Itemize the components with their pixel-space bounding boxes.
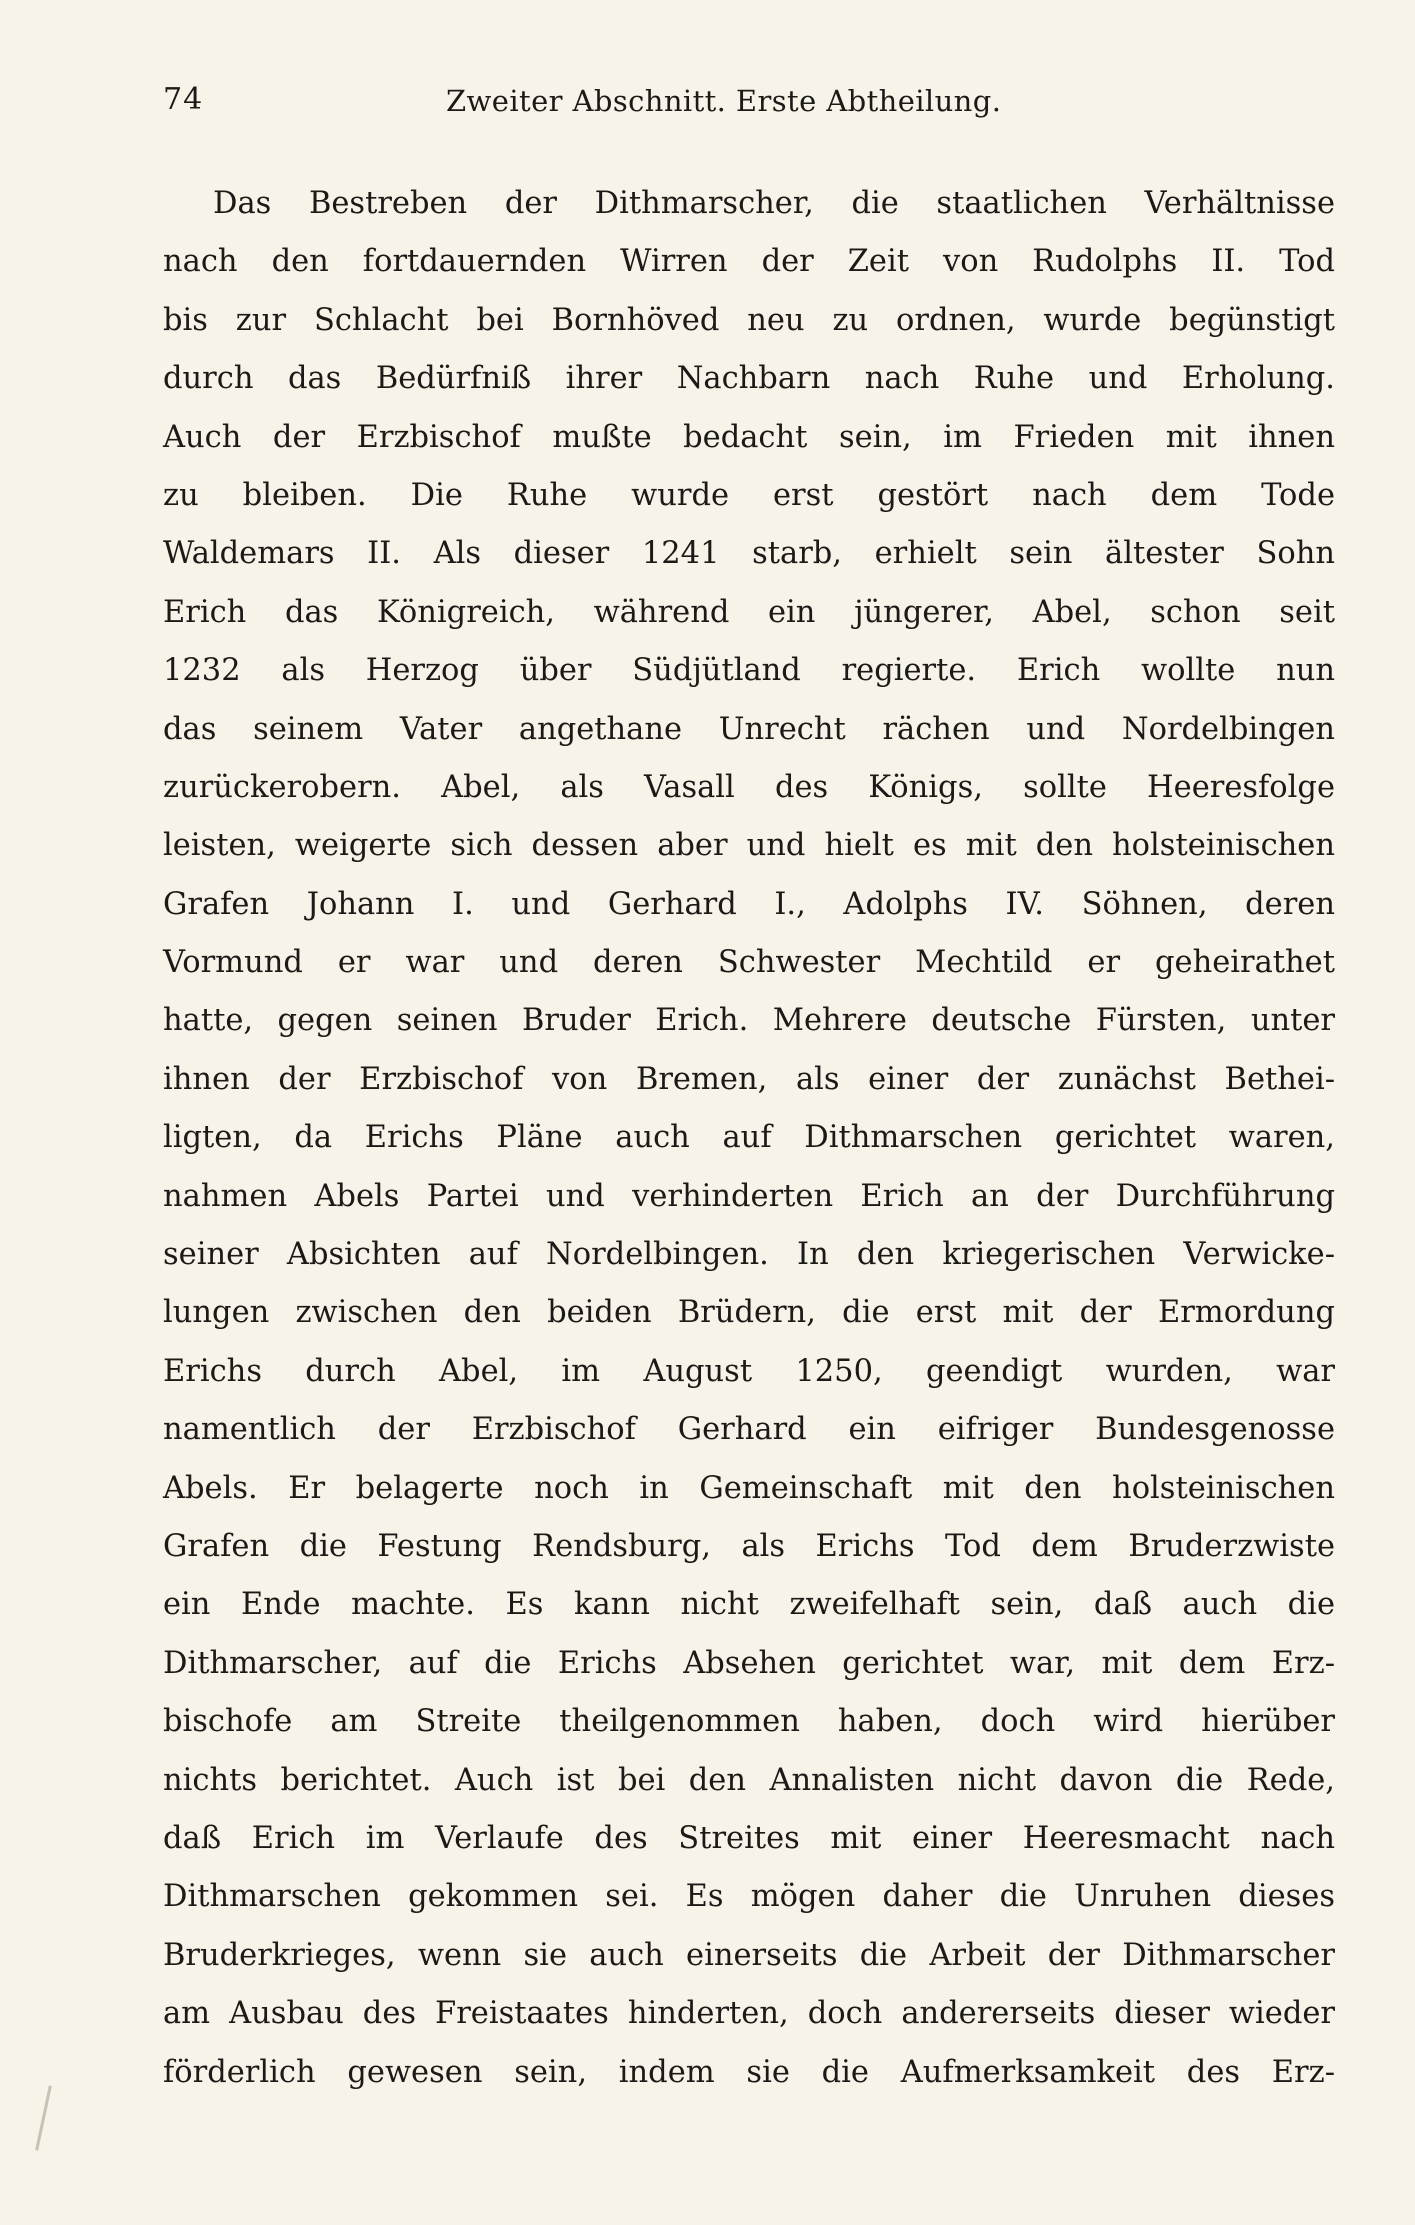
text-line: daß Erich im Verlaufe des Streites mit einer Heeresmacht nach	[163, 1820, 1335, 1856]
text-line: Grafen Johann I. und Gerhard I., Adolphs IV. Söhnen, deren	[163, 886, 1335, 922]
text-line: Das Bestreben der Dithmarscher, die staatlichen Verhältnisse	[213, 186, 1335, 221]
text-line: lungen zwischen den beiden Brüdern, die erst mit der Ermordung	[163, 1295, 1335, 1331]
text-line: förderlich gewesen sein, indem sie die Aufmerksamkeit des Erz-	[163, 2054, 1335, 2090]
text-line: 1232 als Herzog über Südjütland regierte. Erich wollte nun	[163, 653, 1335, 689]
text-line: zurückerobern. Abel, als Vasall des Königs, sollte Heeresfolge	[163, 769, 1335, 805]
text-line: bis zur Schlacht bei Bornhöved neu zu ordnen, wurde begünstigt	[163, 302, 1335, 338]
text-line: Erichs durch Abel, im August 1250, geendigt wurden, war	[163, 1353, 1335, 1389]
text-line: Abels. Er belagerte noch in Gemeinschaft mit den holsteinischen	[163, 1470, 1335, 1506]
text-line: seiner Absichten auf Nordelbingen. In den kriegerischen Verwicke-	[163, 1237, 1335, 1273]
running-title: Zweiter Abschnitt. Erste Abtheilung.	[446, 84, 1002, 118]
text-line: Grafen die Festung Rendsburg, als Erichs Tod dem Bruderzwiste	[163, 1528, 1335, 1564]
text-line: Auch der Erzbischof mußte bedacht sein, im Frieden mit ihnen	[163, 419, 1335, 455]
text-line: nach den fortdauernden Wirren der Zeit von Rudolphs II. Tod	[163, 244, 1335, 280]
text-line: Waldemars II. Als dieser 1241 starb, erhielt sein ältester Sohn	[163, 536, 1335, 572]
body-text	[163, 175, 1335, 2102]
text-line: Dithmarschen gekommen sei. Es mögen daher die Unruhen dieses	[163, 1879, 1335, 1915]
text-line: das seinem Vater angethane Unrecht rächen und Nordelbingen	[163, 711, 1335, 747]
text-line: Vormund er war und deren Schwester Mechtild er geheirathet	[163, 945, 1335, 981]
text-line: Erich das Königreich, während ein jüngerer, Abel, schon seit	[163, 594, 1335, 630]
text-line: Dithmarscher, auf die Erichs Absehen gerichtet war, mit dem Erz-	[163, 1645, 1335, 1681]
text-line: nahmen Abels Partei und verhinderten Erich an der Durchführung	[163, 1178, 1335, 1214]
page-header	[163, 82, 1335, 126]
text-line: nichts berichtet. Auch ist bei den Annalisten nicht davon die Rede,	[163, 1762, 1335, 1798]
text-line: ein Ende machte. Es kann nicht zweifelhaft sein, daß auch die	[163, 1587, 1335, 1623]
text-line: durch das Bedürfniß ihrer Nachbarn nach Ruhe und Erholung.	[163, 361, 1335, 397]
page-number: 74	[163, 82, 204, 117]
scan-margin-mark	[35, 2085, 52, 2150]
text-line: leisten, weigerte sich dessen aber und hielt es mit den holsteinischen	[163, 828, 1335, 864]
text-line: hatte, gegen seinen Bruder Erich. Mehrere deutsche Fürsten, unter	[163, 1003, 1335, 1039]
text-line: am Ausbau des Freistaates hinderten, doch andererseits dieser wieder	[163, 1996, 1335, 2032]
text-line: ihnen der Erzbischof von Bremen, als einer der zunächst Bethei-	[163, 1061, 1335, 1097]
text-line: namentlich der Erzbischof Gerhard ein eifriger Bundesgenosse	[163, 1412, 1335, 1448]
text-line: ligten, da Erichs Pläne auch auf Dithmarschen gerichtet waren,	[163, 1120, 1335, 1156]
text-line: Bruderkrieges, wenn sie auch einerseits die Arbeit der Dithmarscher	[163, 1937, 1335, 1973]
text-line: bischofe am Streite theilgenommen haben, doch wird hierüber	[163, 1704, 1335, 1740]
text-line: zu bleiben. Die Ruhe wurde erst gestört nach dem Tode	[163, 477, 1335, 513]
